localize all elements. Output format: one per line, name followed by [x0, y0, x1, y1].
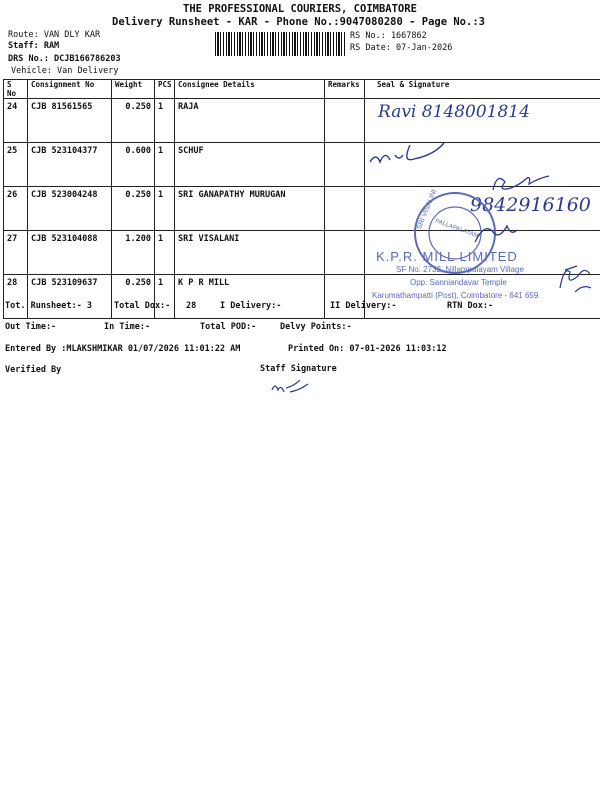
- barcode: [215, 32, 345, 56]
- staff-signature: [268, 376, 328, 398]
- stamp-line3: Karumathampatti (Post), Coimbatore - 641 659: [372, 291, 539, 300]
- cell-pcs: 1: [155, 275, 175, 319]
- out-time: Out Time:-: [5, 322, 57, 332]
- delvy-points: Delvy Points:-: [280, 322, 352, 332]
- staff-signature-label: Staff Signature: [260, 364, 337, 374]
- cell-weight: 0.250: [112, 275, 155, 319]
- cell-weight: 0.250: [112, 187, 155, 231]
- col-seal-signature: Seal & Signature: [365, 80, 600, 99]
- col-consignment: Consignment No: [28, 80, 112, 99]
- stamp-circle-inner: PALLAPALAYAM: [434, 218, 479, 240]
- cell-sno: 26: [4, 187, 28, 231]
- total-dox-label: Total Dox:-: [114, 301, 171, 311]
- cell-remarks: [325, 99, 365, 143]
- rs-number: RS No.: 1667862: [350, 31, 427, 41]
- col-consignee: Consignee Details: [175, 80, 325, 99]
- handwritten-contact-row24: Ravi 8148001814: [378, 102, 530, 122]
- cell-consignment: CJB 81561565: [28, 99, 112, 143]
- entered-by: Entered By :MLAKSHMIKAR 01/07/2026 11:01:22 AM: [5, 344, 241, 354]
- cell-consignee: RAJA: [175, 99, 325, 143]
- cell-pcs: 1: [155, 231, 175, 275]
- printed-on: Printed On: 07-01-2026 11:03:12: [288, 344, 447, 354]
- staff-label: Staff: RAM: [8, 41, 60, 51]
- stamp-line1: SF No. 2732, Nillampalayam Village: [396, 265, 524, 274]
- runsheet-subtitle: Delivery Runsheet - KAR - Phone No.:9047080280 - Page No.:3: [112, 16, 485, 28]
- cell-remarks: [325, 275, 365, 319]
- col-sno: S No: [4, 80, 28, 99]
- cell-pcs: 1: [155, 143, 175, 187]
- handwritten-phone-row26: 9842916160: [470, 194, 591, 216]
- cell-consignment: CJB 523104377: [28, 143, 112, 187]
- cell-consignee: SRI VISALANI: [175, 231, 325, 275]
- cell-pcs: 1: [155, 187, 175, 231]
- tot-runsheet: Tot. Runsheet:- 3: [5, 301, 92, 311]
- signature-row25: [365, 140, 455, 175]
- stamp-line2: Opp. Sanniandavar Temple: [410, 278, 507, 287]
- stamp-company: K.P.R. MILL LIMITED: [376, 249, 518, 264]
- cell-pcs: 1: [155, 99, 175, 143]
- ii-delivery: II Delivery:-: [330, 301, 397, 311]
- cell-remarks: [325, 143, 365, 187]
- company-title: THE PROFESSIONAL COURIERS, COIMBATORE: [183, 3, 417, 15]
- cell-consignment: CJB 523109637: [28, 275, 112, 319]
- cell-consignee: K P R MILL: [175, 275, 325, 319]
- signature-over-stamp: [470, 220, 520, 250]
- cell-sno: 28: [4, 275, 28, 319]
- total-pod: Total POD:-: [200, 322, 257, 332]
- i-delivery: I Delivery:-: [220, 301, 282, 311]
- drs-number: DRS No.: DCJB166786203: [8, 54, 121, 64]
- cell-consignment: CJB 523104088: [28, 231, 112, 275]
- cell-weight: 1.200: [112, 231, 155, 275]
- cell-consignee: SCHUF: [175, 143, 325, 187]
- cell-consignment: CJB 523004248: [28, 187, 112, 231]
- route-label: Route: VAN DLY KAR: [8, 30, 101, 40]
- col-pcs: PCS: [155, 80, 175, 99]
- cell-sno: 24: [4, 99, 28, 143]
- total-dox-value: 28: [186, 301, 197, 311]
- verified-by: Verified By: [5, 365, 62, 375]
- stamp-circle-top: SRI VISALINI: [416, 188, 439, 231]
- cell-sno: 27: [4, 231, 28, 275]
- cell-remarks: [325, 187, 365, 231]
- col-remarks: Remarks: [325, 80, 365, 99]
- cell-weight: 0.600: [112, 143, 155, 187]
- rtn-dox: RTN Dox:-: [447, 301, 494, 311]
- in-time: In Time:-: [104, 322, 151, 332]
- col-weight: Weight: [112, 80, 155, 99]
- cell-weight: 0.250: [112, 99, 155, 143]
- cell-consignee: SRI GANAPATHY MURUGAN: [175, 187, 325, 231]
- signature-row28: [555, 258, 600, 298]
- cell-remarks: [325, 231, 365, 275]
- vehicle-label: Vehicle: Van Delivery: [11, 66, 119, 76]
- rs-date: RS Date: 07-Jan-2026: [350, 43, 453, 53]
- table-header-row: [4, 80, 600, 99]
- cell-sno: 25: [4, 143, 28, 187]
